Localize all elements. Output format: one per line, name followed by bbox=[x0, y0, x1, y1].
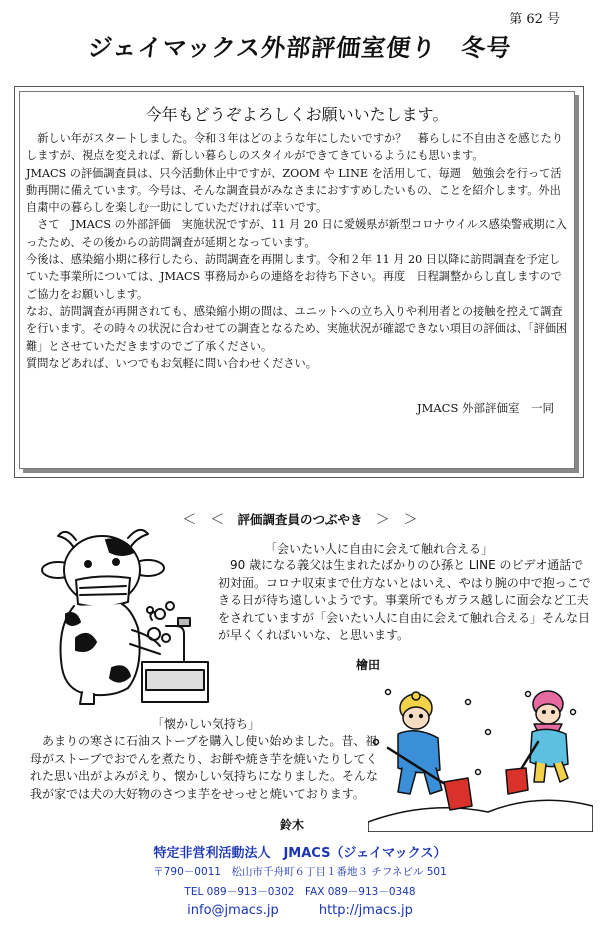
heading-bracket-left: ＜ ＜ bbox=[182, 512, 225, 528]
cow-handwashing-illustration bbox=[36, 518, 216, 708]
tweet-author: 鈴木 bbox=[280, 818, 305, 832]
letter-paragraph: さて JMACS の外部評価 実施状況ですが、11 月 20 日に愛媛県が新型コロナウイルス感染警戒期に入ったため、その後からの訪問調査が延期となっています。 bbox=[26, 218, 567, 249]
heading-bracket-right: ＞ ＞ bbox=[375, 512, 418, 528]
phone-fax: TEL 089－913－0302 FAX 089－913－0348 bbox=[184, 886, 416, 898]
tweet-author: 檜田 bbox=[356, 658, 381, 672]
tweets-heading-text: 評価調査員のつぶやき bbox=[237, 512, 363, 527]
letter-paragraph: JMACS の評価調査員は、只今活動休止中ですが、ZOOM や LINE を活用して、毎週 勉強会を行って活動再開に備えています。今号は、そんな調査員がみなさまにおすすめしたいもの、ことを紹介します。外出自粛中の暮らしを楽しむ一助にしていただければ幸いです。 bbox=[26, 166, 562, 215]
letter-paragraph: 新しい年がスタートしました。令和３年はどのような年にしたいですか？ 暮らしに不自由さを感じたりしますが、視点を変えれば、新しい暮らしのスタイルができてきているようにも思います。 bbox=[26, 132, 564, 163]
organization-name: 特定非営利活動法人 JMACS（ジェイマックス） bbox=[153, 846, 447, 861]
issue-number: 第 62 号 bbox=[509, 12, 560, 27]
letter-signature: JMACS 外部評価室 一同 bbox=[416, 401, 554, 415]
tweet-title: 「会いたい人に自由に会えて触れ合える」 bbox=[265, 542, 494, 556]
letter-paragraph: 今後は、感染縮小期に移行したら、訪問調査を再開します。令和２年 11 月 20 日以降に訪問調査を予定していた事業所については、JMACS 事務局からの連絡をお待ち下さい。再度 日程調整からし直しますのでご協力をお願いします。 bbox=[26, 253, 562, 301]
postal-address: 〒790－0011 松山市千舟町６丁目１番地３ チフネビル 501 bbox=[153, 866, 447, 878]
letter-paragraph: 質問などあれば、いつでもお気軽に問い合わせください。 bbox=[26, 356, 317, 370]
web-contact bbox=[0, 903, 600, 918]
email-link[interactable]: info@jmacs.jp bbox=[187, 903, 279, 918]
greeting-heading: 今年もどうぞよろしくお願いいたします。 bbox=[145, 105, 449, 124]
newsletter-title: ジェイマックス外部評価室便り 冬号 bbox=[86, 34, 513, 62]
tweet-body: 90 歳になる義父は生まれたばかりのひ孫と LINE のビデオ通話で初対面。コロナ収束まで仕方ないとはいえ、やはり腕の中で抱っこできる日が待ち遠しいようです。事業所でもガラス越しに面会など工夫をされていますが「会いたい人に自由に会えて触れ合える」そんな日が早くくればいいな、と思います。 bbox=[218, 558, 591, 642]
tweet-title: 「懐かしい気持ち」 bbox=[152, 717, 261, 731]
tweet-body: あまりの寒さに石油ストーブを購入し使い始めました。昔、祖母がストーブでおでんを煮たり、お餅や焼き芋を焼いたりしてくれた思い出がよみがえり、懐かしい気持ちになりました。そんな我が家では犬の大好物のさつま芋をせっせと焼いております。 bbox=[30, 734, 379, 801]
website-link[interactable]: http://jmacs.jp bbox=[318, 903, 413, 918]
letter-box-inner bbox=[19, 91, 575, 469]
letter-box bbox=[14, 86, 584, 478]
letter-body bbox=[26, 130, 568, 372]
kids-shoveling-snow-illustration bbox=[368, 682, 593, 832]
letter-paragraph: なお、訪問調査が再開されても、感染縮小期の間は、ユニットへの立ち入りや利用者との接触を控えて調査を行います。その時々の状況に合わせての調査となるため、実施状況が確認できない項目の評価は、「評価困難」とさせていただきますのでご了承ください。 bbox=[26, 304, 568, 353]
